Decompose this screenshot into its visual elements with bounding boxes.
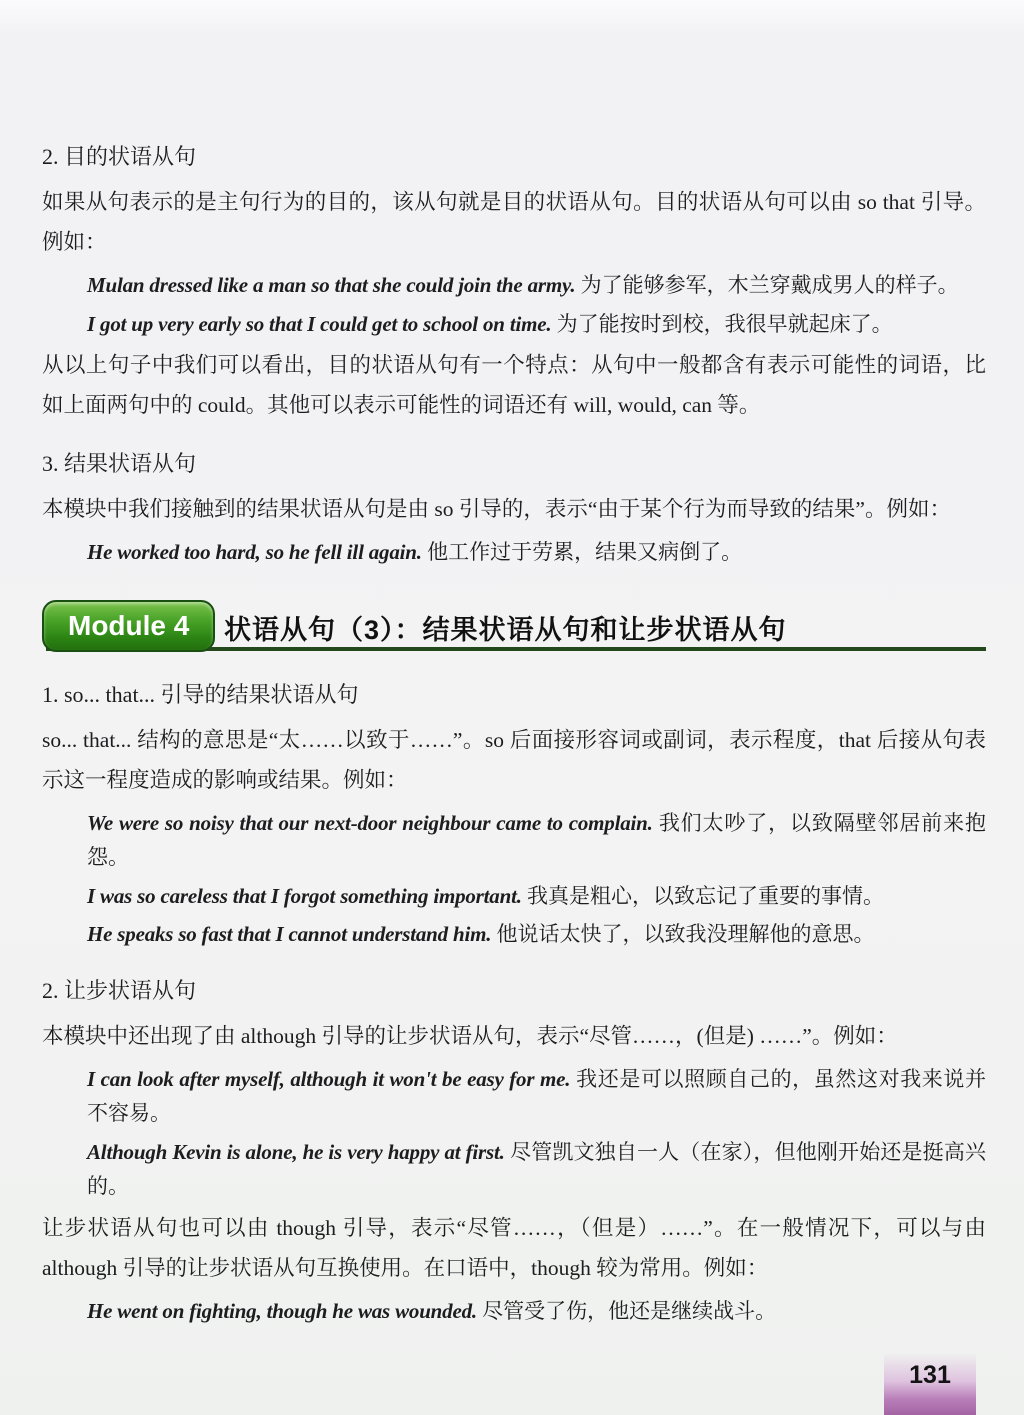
module-header xyxy=(42,600,986,656)
page-content xyxy=(42,142,986,1332)
example-english: I got up very early so that I could get to school on time. xyxy=(87,311,552,336)
section-heading-purpose-clause: 2. 目的状语从句 xyxy=(42,144,197,169)
example-chinese: 我们太吵了，以致隔壁邻居前来抱怨。 xyxy=(87,810,987,869)
example-english: I was so careless that I forgot something important. xyxy=(87,883,522,908)
module-badge-label: Module 4 xyxy=(68,609,190,641)
example-english: I can look after myself, although it won't be easy for me. xyxy=(87,1066,571,1091)
page-number: 131 xyxy=(909,1361,951,1389)
example-sentence-got-up-early xyxy=(87,307,986,342)
example-chinese: 他工作过于劳累，结果又病倒了。 xyxy=(427,540,743,564)
section-heading-concession-clause: 2. 让步状语从句 xyxy=(42,977,197,1003)
paragraph-purpose-clause-intro: 如果从句表示的是主句行为的目的，该从句就是目的状语从句。目的状语从句可以由 so that 引导。例如： xyxy=(42,190,986,254)
section-heading-so-that-clause: 1. so... that... 引导的结果状语从句 xyxy=(42,681,359,707)
example-chinese: 我还是可以照顾自己的，虽然这对我来说并不容易。 xyxy=(87,1066,987,1125)
example-english: He went on fighting, though he was wounded. xyxy=(87,1298,477,1323)
module-title: 状语从句（3）：结果状语从句和让步状语从句 xyxy=(224,614,787,645)
example-sentence-kevin-alone xyxy=(87,1135,986,1204)
example-sentence-speaks-fast xyxy=(87,917,986,952)
example-english: He worked too hard, so he fell ill again. xyxy=(87,540,422,564)
page-number-badge xyxy=(884,1353,976,1415)
example-sentence-look-after-myself xyxy=(87,1062,986,1131)
paragraph-so-that-intro: so... that... 结构的意思是“太……以致于……”。so 后面接形容词或副词，表示程度，that 后接从句表示这一程度造成的影响或结果。例如： xyxy=(42,727,986,792)
paragraph-though-intro: 让步状语从句也可以由 though 引导，表示“尽管……，（但是）……”。在一般情况下，可以与由 although 引导的让步状语从句互换使用。在口语中，though 较为常用。例如： xyxy=(42,1215,986,1280)
example-chinese: 他说话太快了，以致我没理解他的意思。 xyxy=(496,922,875,946)
example-sentence-went-on-fighting xyxy=(87,1294,986,1329)
section-heading-result-clause: 3. 结果状语从句 xyxy=(42,451,197,476)
example-chinese: 为了能够参军，木兰穿戴成男人的样子。 xyxy=(580,273,959,297)
example-sentence-careless xyxy=(87,879,986,914)
example-chinese: 我真是粗心，以致忘记了重要的事情。 xyxy=(527,883,885,908)
example-english: Mulan dressed like a man so that she could join the army. xyxy=(87,273,576,297)
example-sentence-worked-too-hard xyxy=(87,535,986,570)
example-chinese: 尽管凯文独自一人（在家），但他刚开始还是挺高兴的。 xyxy=(87,1139,986,1198)
example-chinese: 为了能按时到校，我很早就起床了。 xyxy=(556,311,893,336)
example-chinese: 尽管受了伤，他还是继续战斗。 xyxy=(482,1298,777,1323)
example-english: We were so noisy that our next-door neighbour came to complain. xyxy=(87,810,653,835)
module-badge xyxy=(42,600,215,652)
example-sentence-noisy-neighbour xyxy=(87,806,986,875)
example-english: He speaks so fast that I cannot understand him. xyxy=(87,922,492,946)
paragraph-although-intro: 本模块中还出现了由 although 引导的让步状语从句，表示“尽管……，(但是) ……”。例如： xyxy=(42,1023,898,1048)
paragraph-result-clause-intro: 本模块中我们接触到的结果状语从句是由 so 引导的，表示“由于某个行为而导致的结果”。例如： xyxy=(42,497,951,521)
example-sentence-mulan xyxy=(87,268,986,303)
paragraph-purpose-clause-feature: 从以上句子中我们可以看出，目的状语从句有一个特点：从句中一般都含有表示可能性的词语，比如上面两句中的 could。其他可以表示可能性的词语还有 will, would, can 等。 xyxy=(42,353,986,417)
example-english: Although Kevin is alone, he is very happy at first. xyxy=(87,1139,505,1164)
